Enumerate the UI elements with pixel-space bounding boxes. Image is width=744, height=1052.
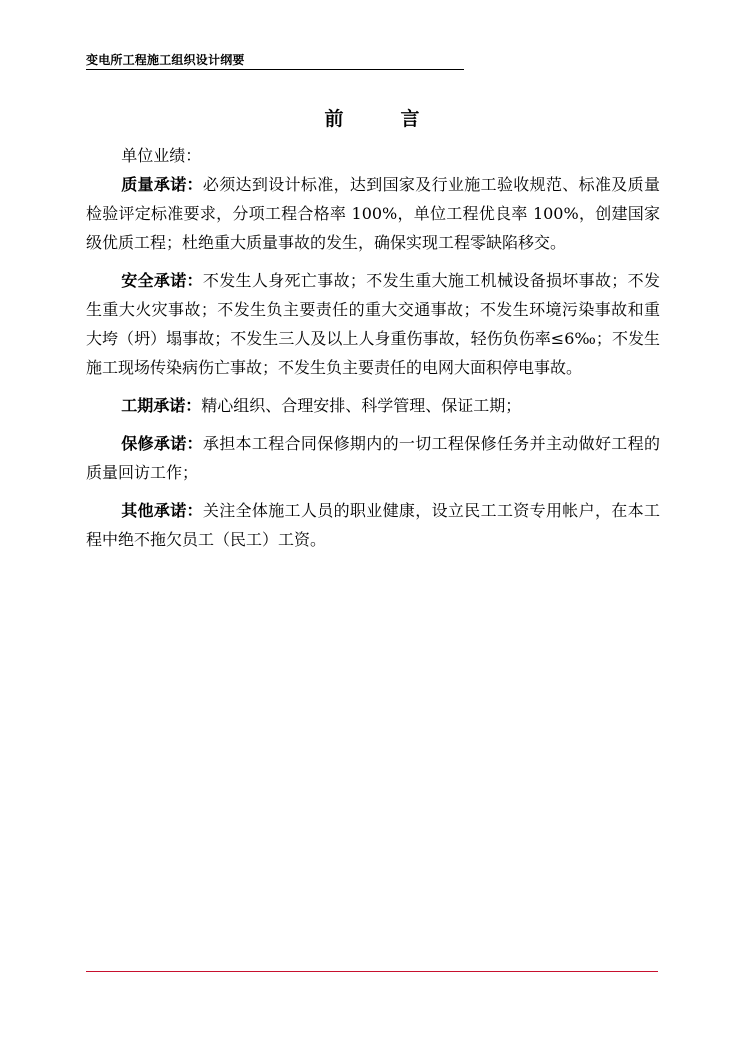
schedule-commitment-text: 精心组织、合理安排、科学管理、保证工期； [201, 396, 522, 415]
page-title: 前 言 [324, 108, 420, 130]
schedule-commitment-heading: 工期承诺： [121, 396, 202, 415]
warranty-commitment-paragraph [86, 429, 660, 487]
document-body [86, 141, 660, 554]
other-commitment-paragraph [86, 496, 660, 554]
footer-rule [86, 971, 658, 972]
warranty-commitment-heading: 保修承诺： [121, 434, 203, 453]
quality-commitment-paragraph [86, 170, 660, 257]
safety-commitment-text: 不发生人身死亡事故；不发生重大施工机械设备损坏事故；不发生重大火灾事故；不发生负主要责任的重大交通事故；不发生环境污染事故和重大垮（坍）塌事故；不发生三人及以上人身重伤事故，轻伤负伤率≤6‰；不发生施工现场传染病伤亡事故；不发生负主要责任的电网大面积停电事故。 [86, 271, 660, 377]
warranty-commitment-text: 承担本工程合同保修期内的一切工程保修任务并主动做好工程的质量回访工作； [86, 434, 660, 482]
safety-commitment-heading: 安全承诺： [121, 271, 203, 290]
performance-paragraph [86, 141, 660, 170]
page-header: 变电所工程施工组织设计纲要 [86, 52, 464, 70]
other-commitment-heading: 其他承诺： [121, 501, 203, 520]
quality-commitment-heading: 质量承诺： [121, 175, 203, 194]
schedule-commitment-paragraph [86, 391, 660, 420]
performance-label: 单位业绩： [121, 146, 202, 165]
other-commitment-text: 关注全体施工人员的职业健康，设立民工工资专用帐户，在本工程中绝不拖欠员工（民工）工资。 [86, 501, 660, 549]
safety-commitment-paragraph [86, 266, 660, 382]
quality-commitment-text: 必须达到设计标准，达到国家及行业施工验收规范、标准及质量检验评定标准要求，分项工程合格率 100%，单位工程优良率 100%，创建国家级优质工程；杜绝重大质量事故的发生，确保实现工程零缺陷移交。 [86, 175, 660, 252]
